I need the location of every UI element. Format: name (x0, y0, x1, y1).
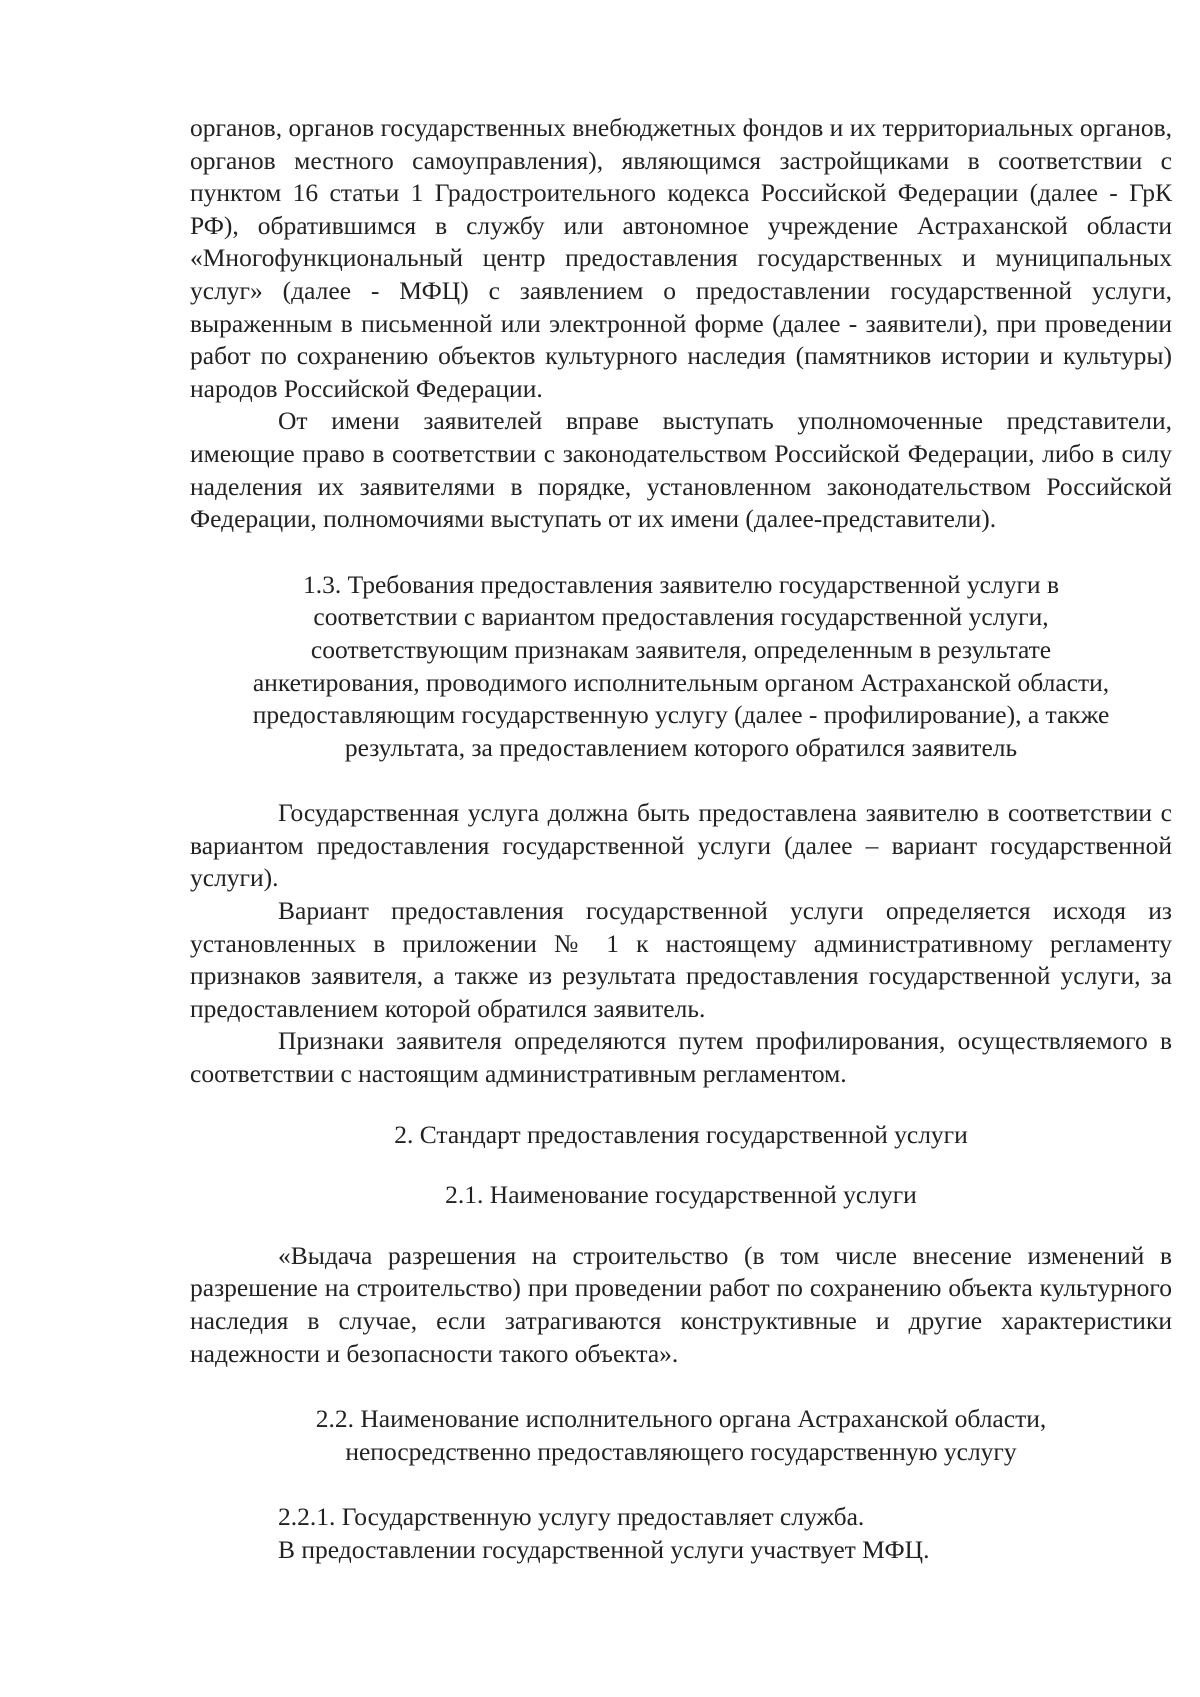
paragraph-service-provider: 2.2.1. Государственную услугу предоставляет служба. (278, 1502, 865, 1532)
heading-line: предоставляющим государственную услугу (далее - профилирование), а также (252, 700, 1110, 730)
paragraph-applicants: органов, органов государственных внебюджетных фондов и их территориальных органов, органов местного самоуправления), являющимся застройщиками в соответствии с пунктом 16 статьи 1 Градостроительного кодекса Российской Федерации (далее - ГрК РФ), обратившимся в службу или автономное учреждение Астраханской области «Многофункциональный центр предоставления государственных и муниципальных услуг» (далее - МФЦ) с заявлением о предоставлении государственной услуги, выраженным в письменной или электронной форме (далее - заявители), при проведении работ по сохранению объектов культурного наследия (памятников истории и культуры) народов Российской Федерации. (190, 113, 1172, 403)
section-heading-2-1: 2.1. Наименование государственной услуги (445, 1180, 917, 1210)
paragraph-representatives: От имени заявителей вправе выступать уполномоченные представители, имеющие право в соответствии с законодательством Российской Федерации, либо в силу наделения их заявителями в порядке, установленном законодательством Российской Федерации, полномочиями выступать от их имени (далее-представители). (190, 406, 1172, 534)
section-heading-2: 2. Стандарт предоставления государственной услуги (394, 1119, 968, 1149)
section-heading-2-2 (190, 1403, 1172, 1468)
heading-line: анкетирования, проводимого исполнительным органом Астраханской области, (252, 667, 1110, 697)
document-body (190, 112, 1172, 1567)
paragraph-variant-definition: Вариант предоставления государственной услуги определяется исходя из установленных в приложении № 1 к настоящему административному регламенту признаков заявителя, а также из результата предоставления государственной услуги, за предоставлением которой обратился заявитель. (190, 896, 1172, 1023)
paragraph-service-variant: Государственная услуга должна быть предоставлена заявителю в соответствии с вариантом предоставления государственной услуги (далее – вариант государственной услуги). (190, 798, 1172, 893)
paragraph-mfc-participation: В предоставлении государственной услуги участвует МФЦ. (278, 1534, 930, 1564)
paragraph-service-name: «Выдача разрешения на строительство (в том числе внесение изменений в разрешение на строительство) при проведении работ по сохранению объекта культурного наследия в случае, если затрагиваются конструктивные и другие характеристики надежности и безопасности такого объекта». (190, 1240, 1172, 1368)
section-heading-1-3 (190, 569, 1172, 765)
heading-line: 2.2. Наименование исполнительного органа Астраханской области, (315, 1404, 1047, 1434)
heading-line: результата, за предоставлением которого обратился заявитель (344, 732, 1018, 762)
paragraph-applicant-features: Признаки заявителя определяются путем профилирования, осуществляемого в соответствии с настоящим административным регламентом. (190, 1026, 1172, 1089)
heading-line: соответствии с вариантом предоставления государственной услуги, (313, 602, 1049, 632)
heading-line: 1.3. Требования предоставления заявителю государственной услуги в (302, 569, 1059, 599)
heading-line: соответствующим признакам заявителя, определенным в результате (310, 634, 1052, 664)
heading-line: непосредственно предоставляющего государственную услугу (345, 1436, 1017, 1466)
